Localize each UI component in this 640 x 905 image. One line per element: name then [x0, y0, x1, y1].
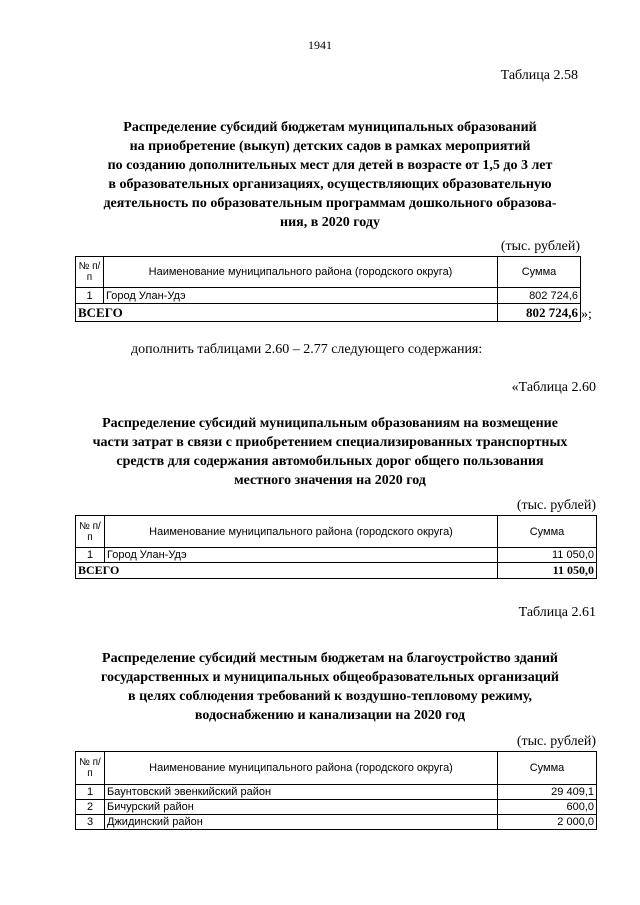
row-sum: 29 409,1: [498, 785, 597, 800]
total-label: ВСЕГО: [76, 563, 498, 579]
row-sum: 11 050,0: [498, 548, 597, 563]
col-header-name: Наименование муниципального района (городского округа): [105, 516, 498, 548]
heading-line: Распределение субсидий бюджетам муниципальных образований: [123, 120, 537, 135]
table-row: [76, 785, 597, 800]
row-name: Город Улан-Удэ: [105, 548, 498, 563]
table-2-60-unit: (тыс. рублей): [516, 498, 596, 513]
row-name: Баунтовский эвенкийский район: [105, 785, 498, 800]
heading-line: на приобретение (выкуп) детских садов в рамках мероприятий: [129, 139, 531, 154]
table-header-row: [76, 257, 581, 288]
row-num: 2: [76, 800, 105, 815]
table-row: [76, 548, 597, 563]
table-2-61-unit: (тыс. рублей): [516, 734, 596, 749]
col-header-num: № п/п: [76, 752, 105, 785]
heading-line: по созданию дополнительных мест для детей в возрасте от 1,5 до 3 лет: [107, 158, 553, 173]
table-2-61-caption: Таблица 2.61: [518, 605, 596, 620]
table-total-row: [76, 304, 581, 322]
table-2-58: [75, 256, 581, 322]
total-label: ВСЕГО: [76, 304, 498, 322]
heading-line: части затрат в связи с приобретением специализированных транспортных: [92, 435, 568, 450]
col-header-sum: Сумма: [498, 516, 597, 548]
table-2-58-unit: (тыс. рублей): [500, 239, 580, 254]
heading-line: деятельность по образовательным программам дошкольного образова-: [103, 196, 557, 211]
table-total-row: [76, 563, 597, 579]
heading-line: водоснабжению и канализации на 2020 год: [194, 708, 466, 723]
col-header-name: Наименование муниципального района (городского округа): [105, 752, 498, 785]
heading-line: в образовательных организациях, осуществляющих образовательную: [108, 177, 552, 192]
heading-line: средств для содержания автомобильных дорог общего пользования: [116, 454, 544, 469]
heading-line: Распределение субсидий местным бюджетам на благоустройство зданий: [102, 651, 558, 666]
continuation-text: дополнить таблицами 2.60 – 2.77 следующего содержания:: [131, 342, 483, 357]
col-header-sum: Сумма: [498, 752, 597, 785]
table-header-row: [76, 752, 597, 785]
table-row: [76, 288, 581, 304]
col-header-num: № п/п: [76, 516, 105, 548]
total-value: 802 724,6: [498, 304, 581, 322]
row-sum: 802 724,6: [498, 288, 581, 304]
table-2-60: [75, 515, 597, 579]
total-value: 11 050,0: [498, 563, 597, 579]
table-2-60-caption: «Таблица 2.60: [511, 380, 596, 395]
heading-line: в целях соблюдения требований к воздушно-тепловому режиму,: [128, 689, 532, 704]
table-row: [76, 815, 597, 830]
table-2-58-caption: Таблица 2.58: [500, 68, 578, 83]
col-header-num: № п/п: [76, 257, 104, 288]
heading-line: государственных и муниципальных общеобразовательных организаций: [101, 670, 559, 685]
table-row: [76, 800, 597, 815]
row-name: Бичурский район: [105, 800, 498, 815]
row-name: Джидинский район: [105, 815, 498, 830]
row-num: 1: [76, 288, 104, 304]
table-2-61-heading: [40, 649, 620, 725]
col-header-sum: Сумма: [498, 257, 581, 288]
row-sum: 2 000,0: [498, 815, 597, 830]
row-sum: 600,0: [498, 800, 597, 815]
page-number: 1941: [308, 38, 332, 52]
closing-quote: »;: [581, 307, 592, 322]
table-2-58-heading: [40, 118, 620, 232]
row-num: 1: [76, 548, 105, 563]
row-name: Город Улан-Удэ: [104, 288, 498, 304]
heading-line: Распределение субсидий муниципальным образованиям на возмещение: [102, 416, 558, 431]
heading-line: ния, в 2020 году: [280, 215, 380, 230]
table-2-60-heading: [40, 414, 620, 490]
row-num: 1: [76, 785, 105, 800]
heading-line: местного значения на 2020 год: [234, 473, 426, 488]
table-header-row: [76, 516, 597, 548]
row-num: 3: [76, 815, 105, 830]
table-2-61: [75, 751, 597, 830]
col-header-name: Наименование муниципального района (городского округа): [104, 257, 498, 288]
